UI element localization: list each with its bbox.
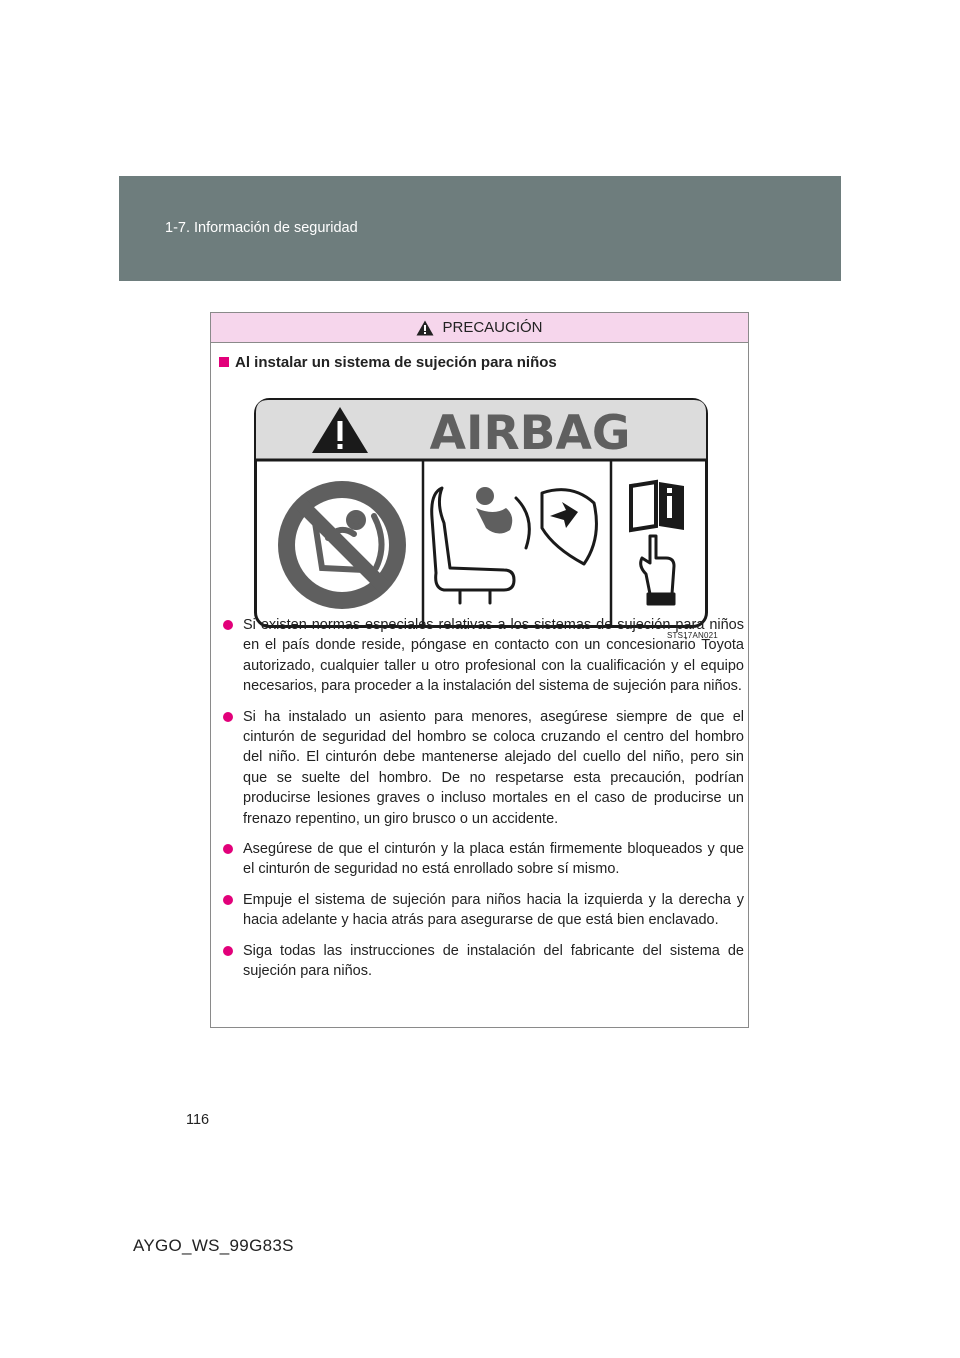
bullet-dot-icon xyxy=(223,895,233,905)
caution-box xyxy=(210,312,749,1028)
figure-code: STS17AN021 xyxy=(667,631,718,640)
caution-label: PRECAUCIÓN xyxy=(442,319,543,336)
bullet-dot-icon xyxy=(223,712,233,722)
header-band xyxy=(119,176,841,281)
list-item: Si existen normas especiales relativas a los sistemas de sujeción para niños en el país donde reside, póngase en contacto con un concesionario Toyota autorizado, cualquier taller u otro profesional con la cualificación y el equipo necesarios, para proceder a la instalación del sistema de sujeción para niños. xyxy=(219,615,744,697)
page-number: 116 xyxy=(186,1112,210,1128)
warning-triangle-icon xyxy=(416,320,434,336)
section-title: 1-7. Información de seguridad xyxy=(165,220,358,236)
list-item: Si ha instalado un asiento para menores, asegúrese siempre de que el cinturón de seguridad del hombro se coloca cruzando el centro del hombro del niño. El cinturón debe mantenerse alejado del cuello del niño, pero sin que se suelte del hombro. De no respetarse esta precaución, podrían producirse lesiones graves o incluso mortales en el caso de producirse un frenazo repentino, un giro brusco o un accidente. xyxy=(219,707,744,829)
bullet-dot-icon xyxy=(223,946,233,956)
bullet-dot-icon xyxy=(223,844,233,854)
document-code: AYGO_WS_99G83S xyxy=(133,1236,294,1255)
subheading xyxy=(219,354,557,371)
list-item: Asegúrese de que el cinturón y la placa están firmemente bloqueados y que el cinturón de seguridad no está enrollado sobre sí mismo. xyxy=(219,839,744,880)
bullet-list xyxy=(219,615,744,992)
airbag-warning-label xyxy=(254,398,708,628)
airbag-label-text: AIRBAG xyxy=(429,406,631,461)
bullet-dot-icon xyxy=(223,620,233,630)
subheading-text: Al instalar un sistema de sujeción para niños xyxy=(235,354,557,371)
list-item: Empuje el sistema de sujeción para niños hacia la izquierda y la derecha y hacia adelante y hacia atrás para asegurarse de que está bien enclavado. xyxy=(219,890,744,931)
no-child-seat-icon xyxy=(278,481,406,609)
list-item: Siga todas las instrucciones de instalación del fabricante del sistema de sujeción para niños. xyxy=(219,941,744,982)
square-bullet-icon xyxy=(219,357,229,367)
caution-header xyxy=(211,313,748,343)
